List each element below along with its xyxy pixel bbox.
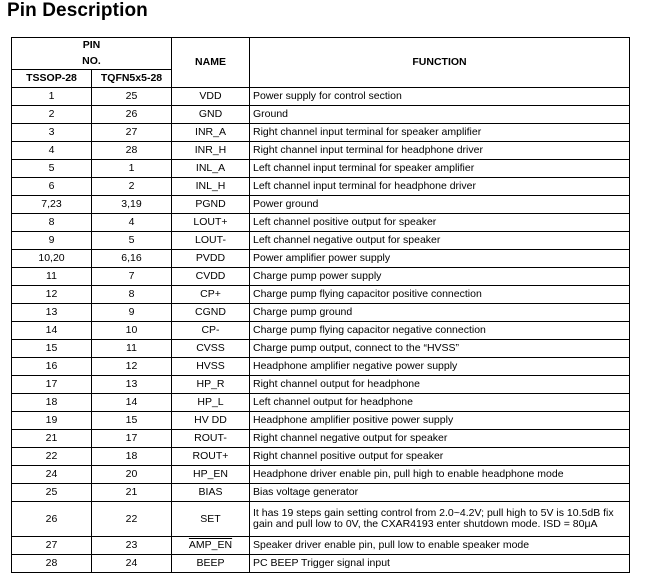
cell-name: ROUT+ (172, 448, 250, 466)
cell-tqfn: 4 (92, 214, 172, 232)
cell-name: HP_EN (172, 466, 250, 484)
cell-tqfn: 10 (92, 322, 172, 340)
table-row (12, 537, 630, 555)
cell-name: ROUT- (172, 430, 250, 448)
cell-function: Headphone driver enable pin, pull high to enable headphone mode (250, 466, 630, 484)
cell-tssop: 22 (12, 448, 92, 466)
cell-tqfn: 22 (92, 502, 172, 537)
cell-function: Charge pump flying capacitor negative connection (250, 322, 630, 340)
cell-tssop: 6 (12, 178, 92, 196)
cell-tqfn: 9 (92, 304, 172, 322)
cell-tqfn: 18 (92, 448, 172, 466)
cell-tssop: 25 (12, 484, 92, 502)
table-row (12, 502, 630, 537)
cell-name: INL_A (172, 160, 250, 178)
cell-tssop: 13 (12, 304, 92, 322)
cell-name: BEEP (172, 555, 250, 573)
cell-function: Charge pump output, connect to the “HVSS” (250, 340, 630, 358)
cell-name: INL_H (172, 178, 250, 196)
cell-function: Right channel input terminal for speaker amplifier (250, 124, 630, 142)
cell-function: Headphone amplifier negative power supply (250, 358, 630, 376)
table-row (12, 448, 630, 466)
table-row (12, 286, 630, 304)
cell-function: Left channel positive output for speaker (250, 214, 630, 232)
table-row (12, 412, 630, 430)
cell-tqfn: 25 (92, 88, 172, 106)
table-row (12, 214, 630, 232)
cell-tssop: 21 (12, 430, 92, 448)
cell-tssop: 12 (12, 286, 92, 304)
cell-tqfn: 12 (92, 358, 172, 376)
cell-function: Charge pump power supply (250, 268, 630, 286)
pin-description-table (11, 37, 630, 573)
pin-table-body (12, 88, 630, 573)
cell-tqfn: 14 (92, 394, 172, 412)
cell-function: Bias voltage generator (250, 484, 630, 502)
cell-tssop: 26 (12, 502, 92, 537)
cell-function: Speaker driver enable pin, pull low to enable speaker mode (250, 537, 630, 555)
table-row (12, 106, 630, 124)
cell-name: HV DD (172, 412, 250, 430)
table-row (12, 142, 630, 160)
cell-tqfn: 8 (92, 286, 172, 304)
table-row (12, 88, 630, 106)
table-row (12, 555, 630, 573)
table-row (12, 268, 630, 286)
cell-name: CVSS (172, 340, 250, 358)
cell-tqfn: 15 (92, 412, 172, 430)
header-pin: PIN (12, 38, 172, 54)
cell-name: HP_R (172, 376, 250, 394)
cell-function: It has 19 steps gain setting control from 2.0~4.2V; pull high to 5V is 10.5dB fix gain and pull low to 0V, the CXAR4193 enter shutdown mode. ISD = 80μA (250, 502, 630, 537)
cell-function: PC BEEP Trigger signal input (250, 555, 630, 573)
cell-name: SET (172, 502, 250, 537)
cell-name: INR_H (172, 142, 250, 160)
table-row (12, 250, 630, 268)
table-row (12, 358, 630, 376)
cell-function: Left channel negative output for speaker (250, 232, 630, 250)
cell-tqfn: 3,19 (92, 196, 172, 214)
cell-function: Ground (250, 106, 630, 124)
page-title: Pin Description (7, 0, 148, 21)
cell-tssop: 24 (12, 466, 92, 484)
cell-name: GND (172, 106, 250, 124)
cell-tssop: 2 (12, 106, 92, 124)
table-row (12, 484, 630, 502)
cell-name: CP- (172, 322, 250, 340)
cell-tssop: 10,20 (12, 250, 92, 268)
cell-function: Left channel input terminal for speaker amplifier (250, 160, 630, 178)
table-row (12, 124, 630, 142)
table-row (12, 232, 630, 250)
cell-function: Power supply for control section (250, 88, 630, 106)
table-row (12, 340, 630, 358)
cell-tqfn: 1 (92, 160, 172, 178)
table-row (12, 430, 630, 448)
header-tqfn: TQFN5x5-28 (92, 70, 172, 88)
cell-tssop: 7,23 (12, 196, 92, 214)
table-row (12, 304, 630, 322)
cell-tqfn: 24 (92, 555, 172, 573)
cell-tssop: 15 (12, 340, 92, 358)
cell-tqfn: 6,16 (92, 250, 172, 268)
cell-function: Right channel negative output for speaker (250, 430, 630, 448)
cell-tssop: 27 (12, 537, 92, 555)
cell-name: CVDD (172, 268, 250, 286)
cell-tqfn: 17 (92, 430, 172, 448)
header-name: NAME (172, 38, 250, 88)
cell-tssop: 4 (12, 142, 92, 160)
cell-tssop: 18 (12, 394, 92, 412)
cell-tssop: 9 (12, 232, 92, 250)
cell-tqfn: 21 (92, 484, 172, 502)
table-row (12, 160, 630, 178)
cell-function: Right channel input terminal for headphone driver (250, 142, 630, 160)
cell-tqfn: 7 (92, 268, 172, 286)
cell-tssop: 16 (12, 358, 92, 376)
cell-name: AMP_EN (172, 537, 250, 555)
cell-function: Power ground (250, 196, 630, 214)
cell-tssop: 3 (12, 124, 92, 142)
cell-tqfn: 13 (92, 376, 172, 394)
cell-function: Charge pump flying capacitor positive connection (250, 286, 630, 304)
header-function: FUNCTION (250, 38, 630, 88)
cell-function: Charge pump ground (250, 304, 630, 322)
header-tssop: TSSOP-28 (12, 70, 92, 88)
header-no: NO. (12, 53, 172, 70)
table-row (12, 178, 630, 196)
cell-function: Right channel output for headphone (250, 376, 630, 394)
cell-tssop: 1 (12, 88, 92, 106)
cell-tssop: 11 (12, 268, 92, 286)
cell-tqfn: 20 (92, 466, 172, 484)
cell-function: Left channel input terminal for headphone driver (250, 178, 630, 196)
cell-tssop: 8 (12, 214, 92, 232)
cell-tqfn: 28 (92, 142, 172, 160)
cell-name: LOUT+ (172, 214, 250, 232)
cell-name: CGND (172, 304, 250, 322)
cell-function: Headphone amplifier positive power supply (250, 412, 630, 430)
cell-tssop: 28 (12, 555, 92, 573)
cell-tssop: 14 (12, 322, 92, 340)
cell-name: PGND (172, 196, 250, 214)
cell-name: PVDD (172, 250, 250, 268)
cell-name: HP_L (172, 394, 250, 412)
cell-function: Power amplifier power supply (250, 250, 630, 268)
cell-tqfn: 11 (92, 340, 172, 358)
table-row (12, 466, 630, 484)
table-row (12, 196, 630, 214)
cell-function: Left channel output for headphone (250, 394, 630, 412)
table-row (12, 394, 630, 412)
cell-name: LOUT- (172, 232, 250, 250)
cell-name: BIAS (172, 484, 250, 502)
cell-tqfn: 23 (92, 537, 172, 555)
cell-tssop: 5 (12, 160, 92, 178)
cell-tssop: 17 (12, 376, 92, 394)
cell-tqfn: 26 (92, 106, 172, 124)
cell-name: VDD (172, 88, 250, 106)
cell-name: HVSS (172, 358, 250, 376)
table-row (12, 322, 630, 340)
cell-function: Right channel positive output for speaker (250, 448, 630, 466)
cell-tqfn: 2 (92, 178, 172, 196)
cell-name: INR_A (172, 124, 250, 142)
table-row (12, 376, 630, 394)
cell-tqfn: 27 (92, 124, 172, 142)
cell-tqfn: 5 (92, 232, 172, 250)
cell-name: CP+ (172, 286, 250, 304)
cell-tssop: 19 (12, 412, 92, 430)
